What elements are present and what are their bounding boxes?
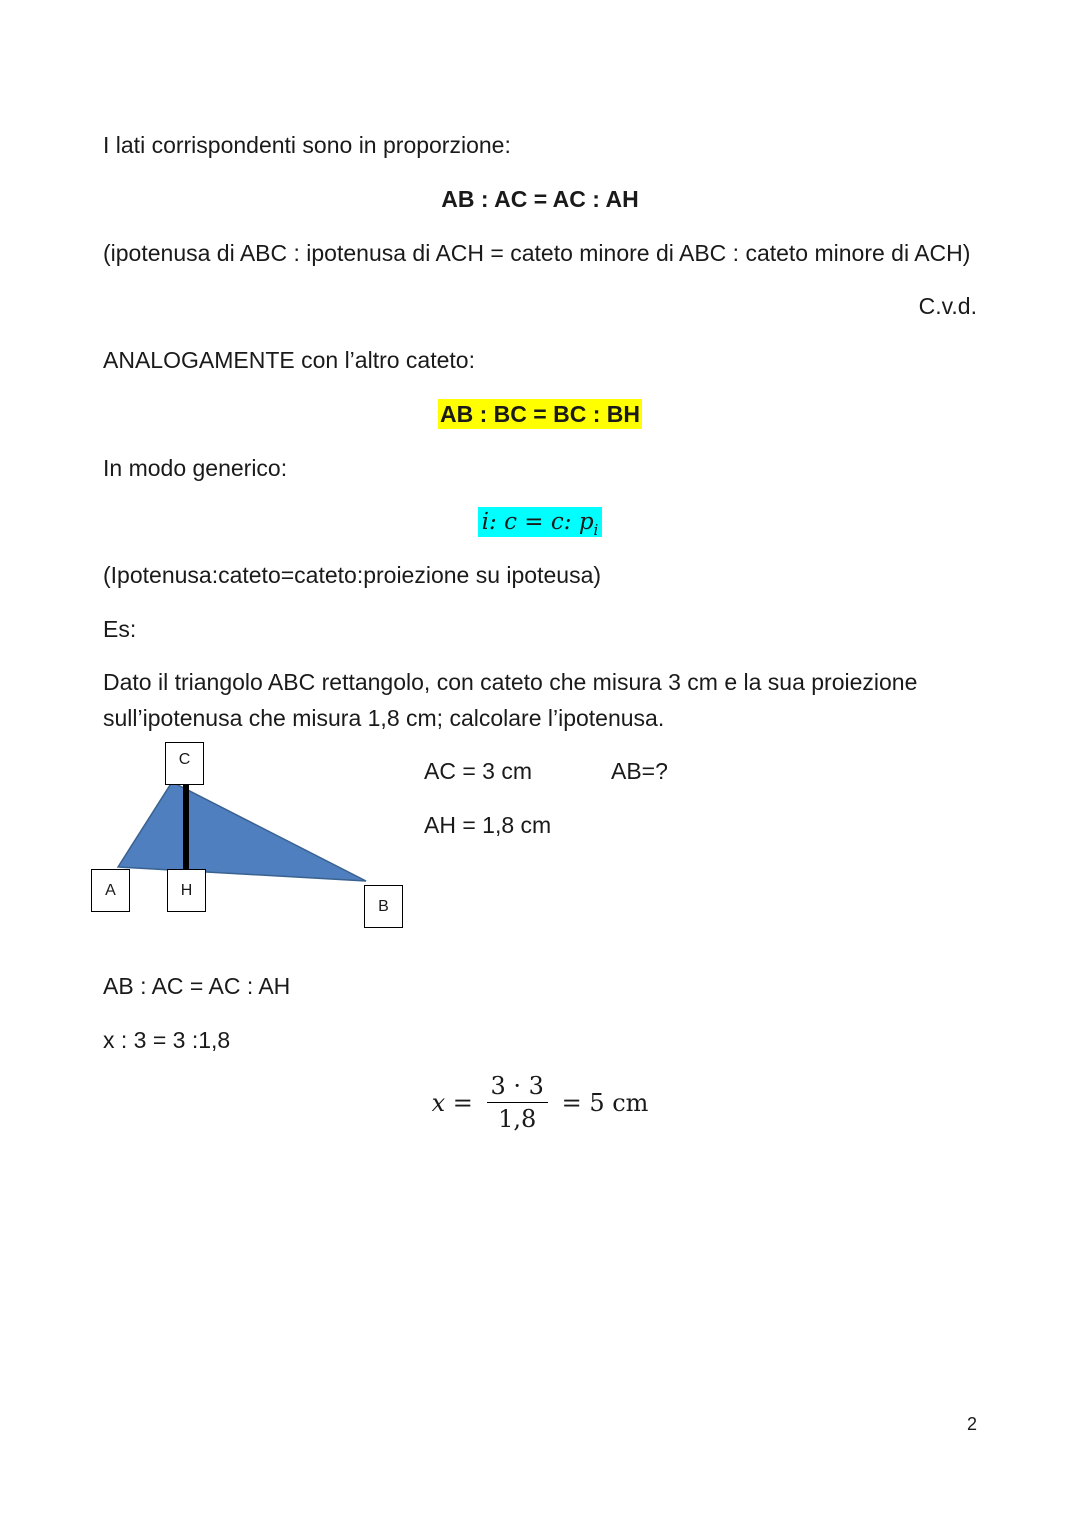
triangle-diagram: [0, 0, 420, 940]
triangle-abc: [118, 782, 366, 881]
page-number: 2: [966, 1414, 977, 1434]
intro-text: I lati corrispondenti sono in proporzione:: [103, 132, 511, 158]
generic-formula: i: c = c: $p_i$: [478, 507, 603, 537]
proportion-explanation: (ipotenusa di ABC : ipotenusa di ACH = cateto minore di ABC : cateto minore di ACH): [103, 240, 971, 266]
result-fraction: [487, 1072, 548, 1133]
generic-text: In modo generico:: [103, 455, 288, 481]
result-formula: [0, 1072, 1080, 1133]
given-ah: AH = 1,8 cm: [424, 812, 552, 838]
example-label: Es:: [103, 616, 137, 642]
vertex-label-c: C: [165, 742, 204, 785]
vertex-label-h: H: [167, 869, 206, 912]
result-lhs: x =: [431, 1088, 473, 1117]
analog-text: ANALOGAMENTE con l’altro cateto:: [103, 347, 475, 373]
fraction-numerator: 3 · 3: [487, 1072, 548, 1103]
solution-step-2: x : 3 = 3 :1,8: [103, 1027, 231, 1053]
formula-explanation: (Ipotenusa:cateto=cateto:proiezione su ipoteusa): [103, 562, 602, 588]
given-ac: AC = 3 cm: [424, 758, 533, 784]
proportion-bc: AB : BC = BC : BH: [440, 401, 640, 427]
proportion-ac: AB : AC = AC : AH: [441, 186, 639, 212]
solution-step-1: AB : AC = AC : AH: [103, 973, 291, 999]
problem-line-1: Dato il triangolo ABC rettangolo, con cateto che misura 3 cm e la sua proiezione: [103, 669, 918, 695]
vertex-label-a: A: [91, 869, 130, 912]
cvd-label: C.v.d.: [918, 293, 977, 319]
fraction-denominator: 1,8: [498, 1105, 537, 1133]
result-rhs: = 5 cm: [561, 1088, 649, 1117]
problem-line-2: sull’ipotenusa che misura 1,8 cm; calcolare l’ipotenusa.: [103, 705, 665, 731]
vertex-label-b: B: [364, 885, 403, 928]
given-ab: AB=?: [611, 758, 668, 784]
